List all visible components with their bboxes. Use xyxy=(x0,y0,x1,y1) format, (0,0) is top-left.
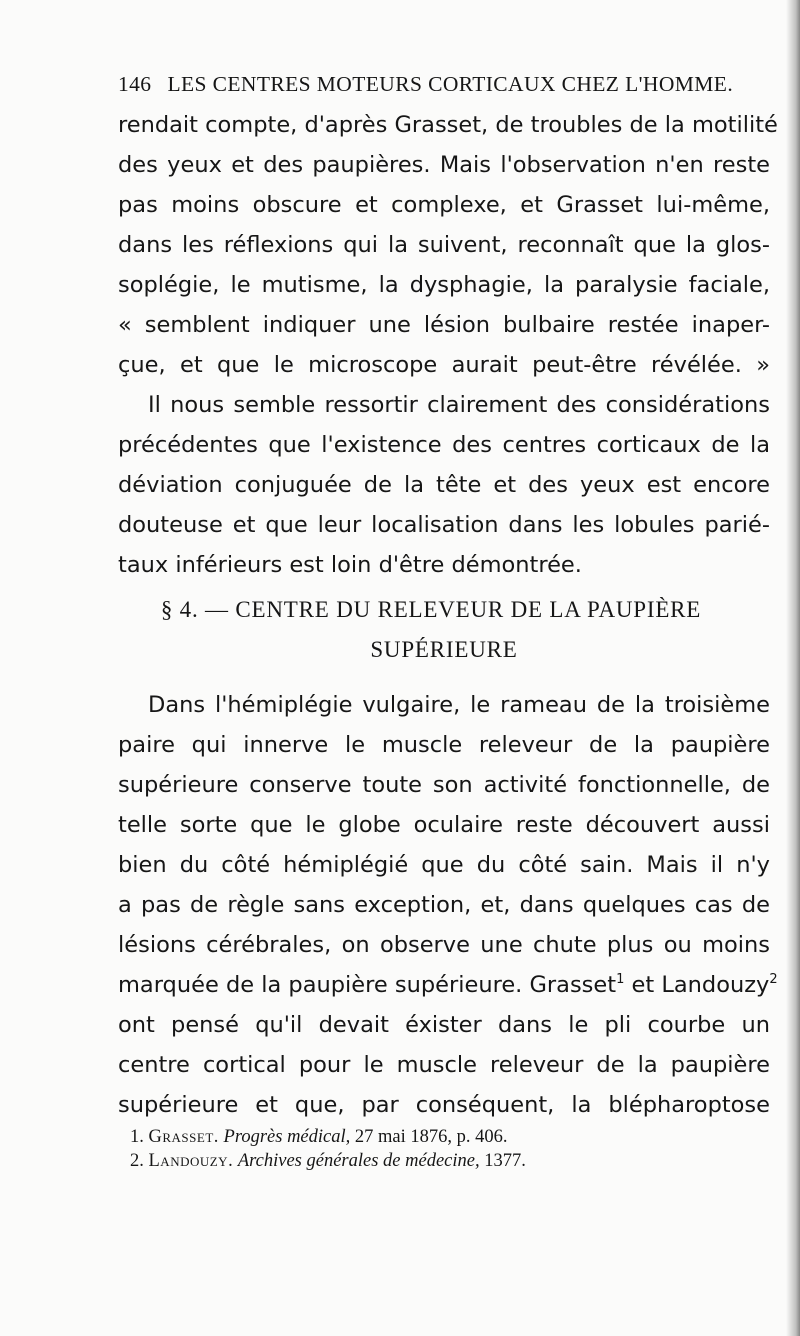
page-edge-shadow xyxy=(786,0,800,1336)
text-line: centre cortical pour le muscle releveur de la paupière xyxy=(118,1052,770,1078)
footnote-details: 1377. xyxy=(484,1151,526,1171)
text-line: supérieure conserve toute son activité fonctionnelle, de xyxy=(118,772,770,798)
footnote-ref-1: 1 xyxy=(616,972,625,987)
text-fragment: et Landouzy xyxy=(624,972,770,998)
footnote-2 xyxy=(118,1149,770,1173)
footnote-title: Progrès médical, xyxy=(223,1127,351,1147)
text-line: bien du côté hémiplégié que du côté sain. Mais il n'y xyxy=(118,852,770,878)
text-fragment: marquée de la paupière supérieure. Grasset xyxy=(118,972,617,998)
text-line: déviation conjuguée de la tête et des yeux est encore xyxy=(118,472,770,498)
text-line: Dans l'hémiplégie vulgaire, le rameau de la troisième xyxy=(148,692,770,718)
footnotes xyxy=(118,1125,770,1173)
footnote-author: Grasset. xyxy=(148,1127,219,1147)
running-title: LES CENTRES MOTEURS CORTICAUX CHEZ L'HOMME. xyxy=(167,72,734,96)
text-line: Il nous semble ressortir clairement des considérations xyxy=(148,392,770,418)
paragraph-1 xyxy=(118,105,778,385)
text-line: rendait compte, d'après Grasset, de troubles de la motilité xyxy=(118,112,778,138)
section-heading xyxy=(118,590,770,670)
text-line: a pas de règle sans exception, et, dans quelques cas de xyxy=(118,892,770,918)
footnote-ref-2: 2 xyxy=(769,972,778,987)
section-heading-line-2: SUPÉRIEURE xyxy=(370,637,518,662)
paragraph-2 xyxy=(118,385,770,585)
text-line: dans les réflexions qui la suivent, reconnaît que la glos- xyxy=(118,232,770,258)
text-line: précédentes que l'existence des centres corticaux de la xyxy=(118,432,770,458)
text-line: des yeux et des paupières. Mais l'observation n'en reste xyxy=(118,152,770,178)
text-line: douteuse et que leur localisation dans les lobules parié- xyxy=(118,512,770,538)
footnote-number: 1. xyxy=(130,1127,144,1147)
text-line-with-footnote-refs xyxy=(118,965,778,1005)
text-line: ont pensé qu'il devait éxister dans le pli courbe un xyxy=(118,1012,770,1038)
text-line: pas moins obscure et complexe, et Grasset lui-même, xyxy=(118,192,770,218)
text-line: telle sorte que le globe oculaire reste découvert aussi xyxy=(118,812,770,838)
footnote-author: Landouzy. xyxy=(148,1151,234,1171)
footnote-details: 27 mai 1876, p. 406. xyxy=(354,1127,508,1147)
page-number: 146 xyxy=(118,72,152,96)
text-line: supérieure et que, par conséquent, la blépharoptose xyxy=(118,1092,770,1118)
text-line: çue, et que le microscope aurait peut-être révélée. » xyxy=(118,352,770,378)
text-line: lésions cérébrales, on observe une chute plus ou moins xyxy=(118,932,770,958)
book-page xyxy=(118,72,778,1173)
footnote-title: Archives générales de médecine, xyxy=(237,1151,480,1171)
text-line: « semblent indiquer une lésion bulbaire restée inaper- xyxy=(118,312,770,338)
section-heading-line-1: § 4. — CENTRE DU RELEVEUR DE LA PAUPIÈRE xyxy=(160,597,702,622)
text-line: soplégie, le mutisme, la dysphagie, la paralysie faciale, xyxy=(118,272,770,298)
text-line: paire qui innerve le muscle releveur de la paupière xyxy=(118,732,770,758)
text-line: taux inférieurs est loin d'être démontrée. xyxy=(118,552,582,578)
footnote-number: 2. xyxy=(130,1151,144,1171)
running-head xyxy=(118,72,770,97)
paragraph-3 xyxy=(118,685,778,1125)
footnote-1 xyxy=(118,1125,770,1149)
